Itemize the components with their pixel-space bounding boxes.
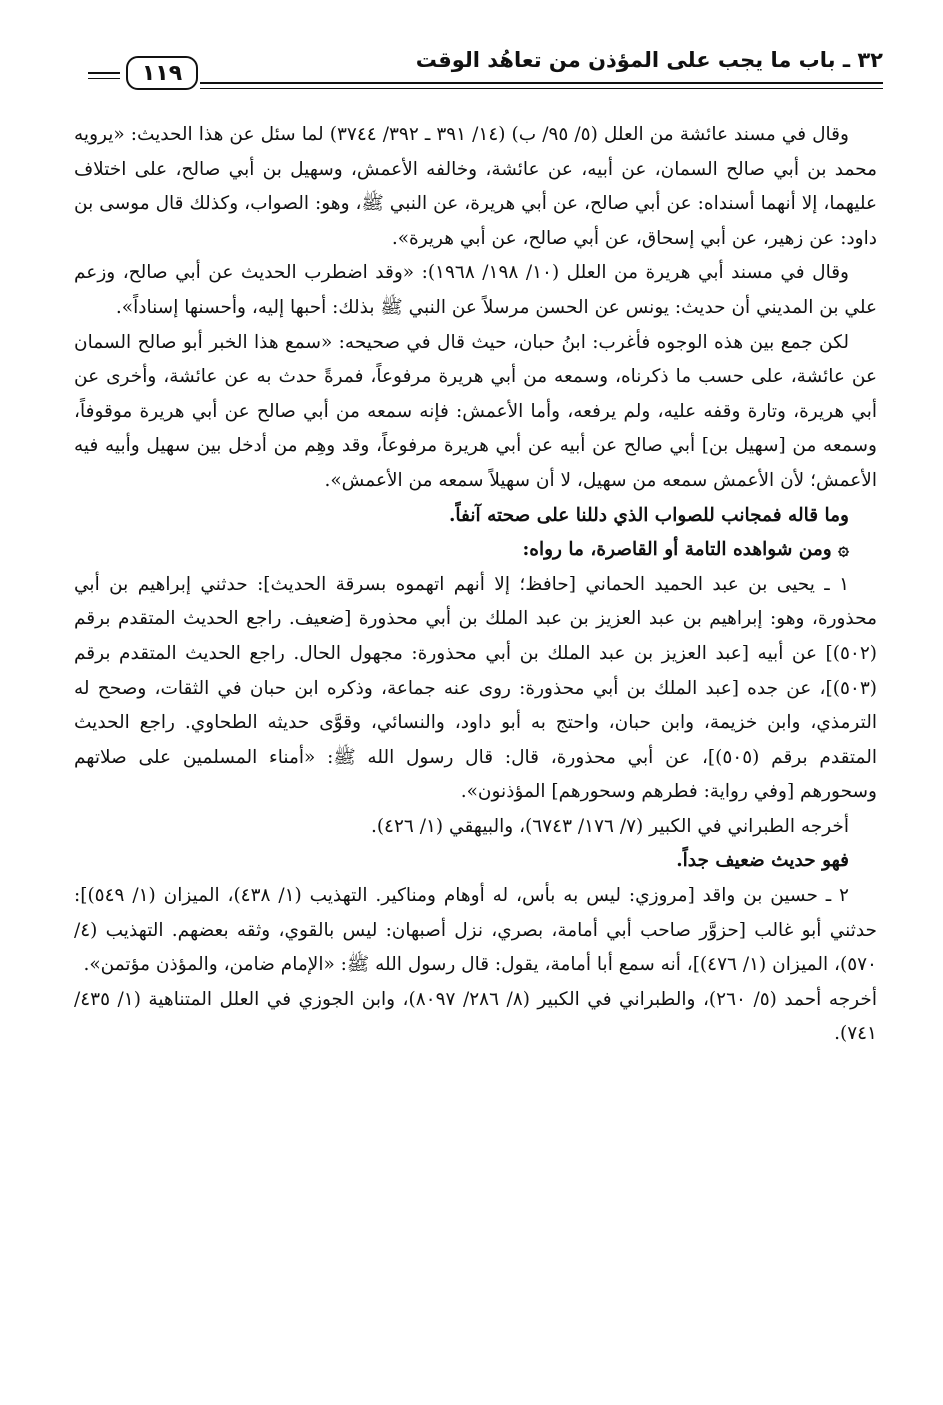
body-text xyxy=(74,118,877,1052)
page-number: ١١٩ xyxy=(126,56,198,90)
paragraph: وقال في مسند عائشة من العلل (٥/ ٩٥/ ب) (١٤/ ٣٩١ ـ ٣٩٢/ ٣٧٤٤) لما سئل عن هذا الحديث: «يرويه محمد بن أبي صالح السمان، عن أبيه، عن عائشة، وخالفه الأعمش، وسهيل بن أبي صالح، على اختلاف عليهما، إلا أنهما أسنداه: عن أبي صالح، عن أبي هريرة، عن النبي ﷺ، وهو: الصواب، وكذلك قال موسى بن داود: عن زهير، عن أبي إسحاق، عن أبي صالح، عن أبي هريرة». xyxy=(74,124,877,249)
paragraph: ٢ ـ حسين بن واقد [مروزي: ليس به بأس، له أوهام ومناكير. التهذيب (١/ ٤٣٨)، الميزان (١/ ٥٤٩)]: حدثني أبو غالب [حزوَّر صاحب أبي أمامة، بصري، نزل أصبهان: ليس بالقوي، وثقه بعضهم. التهذيب (٤/ ٥٧٠)، الميزان (١/ ٤٧٦)]، أنه سمع أبا أمامة، يقول: قال رسول الله ﷺ: «الإمام ضامن، والمؤذن مؤتمن». xyxy=(74,885,877,976)
paragraph: أخرجه الطبراني في الكبير (٧/ ١٧٦/ ٦٧٤٣)، والبيهقي (١/ ٤٢٦). xyxy=(370,815,849,837)
header-rule xyxy=(200,82,883,84)
paragraph: وقال في مسند أبي هريرة من العلل (١٠/ ١٩٨/ ١٩٦٨): «وقد اضطرب الحديث عن أبي صالح، وزعم علي بن المديني أن حديث: يونس عن الحسن مرسلاً عن النبي ﷺ بذلك: أحبها إليه، وأحسنها إسناداً». xyxy=(74,262,877,318)
page-header xyxy=(88,48,883,96)
paragraph: أخرجه أحمد (٥/ ٢٦٠)، والطبراني في الكبير (٨/ ٢٨٦/ ٨٠٩٧)، وابن الجوزي في العلل المتناهية (١/ ٤٣٥/ ٧٤١). xyxy=(74,988,877,1045)
paragraph: ١ ـ يحيى بن عبد الحميد الحماني [حافظ؛ إلا أنهم اتهموه بسرقة الحديث]: حدثني إبراهيم بن أبي محذورة، وهو: إبراهيم بن عبد العزيز بن عبد الملك بن أبي محذورة [ضعيف. راجع الحديث المتقدم برقم (٥٠٢)] عن أبيه [عبد العزيز بن عبد الملك بن أبي محذورة: مجهول الحال. راجع الحديث المتقدم برقم (٥٠٣)]، عن جده [عبد الملك بن أبي محذورة: روى عنه جماعة، وذكره ابن حبان في الثقات، وصحح له الترمذي، وابن خزيمة، وابن حبان، واحتج به أبو داود، والنسائي، وقوَّى حديثه الطحاوي. راجع الحديث المتقدم برقم (٥٠٥)]، عن أبي محذورة، قال: قال رسول الله ﷺ: «أمناء المسلمين على صلاتهم وسحورهم [وفي رواية: فطرهم وسحورهم] المؤذنون». xyxy=(74,573,877,803)
header-rule-thin xyxy=(200,88,883,89)
paragraph: لكن جمع بين هذه الوجوه فأغرب: ابنُ حبان، حيث قال في صحيحه: «سمع هذا الخبر أبو صالح السمان عن عائشة، على حسب ما ذكرناه، وسمعه من أبي هريرة مرفوعاً، فمرةً حدث به عن عائشة، وأخرى عن أبي هريرة، وتارة وقفه عليه، ولم يرفعه، وأما الأعمش: فإنه سمعه من أبي صالح عن أبي هريرة موقوفاً، وسمعه من [سهيل بن] أبي صالح عن أبيه عن أبي هريرة مرفوعاً، وقد وهِم من أدخل بين سهيل وأبيه فيه الأعمش؛ لأن الأعمش سمعه من سهيل، لا أن سهيلاً سمعه من الأعمش». xyxy=(74,331,877,491)
paragraph: فهو حديث ضعيف جداً. xyxy=(676,850,849,872)
paragraph: وما قاله فمجانب للصواب الذي دللنا على صحته آنفاً. xyxy=(448,504,849,526)
running-title: ٣٢ ـ باب ما يجب على المؤذن من تعاهُد الوقت xyxy=(415,48,883,72)
paragraph: ۞ ومن شواهده التامة أو القاصرة، ما رواه: xyxy=(522,539,849,561)
header-rule-left xyxy=(88,72,120,74)
header-rule-left-thin xyxy=(88,78,120,79)
